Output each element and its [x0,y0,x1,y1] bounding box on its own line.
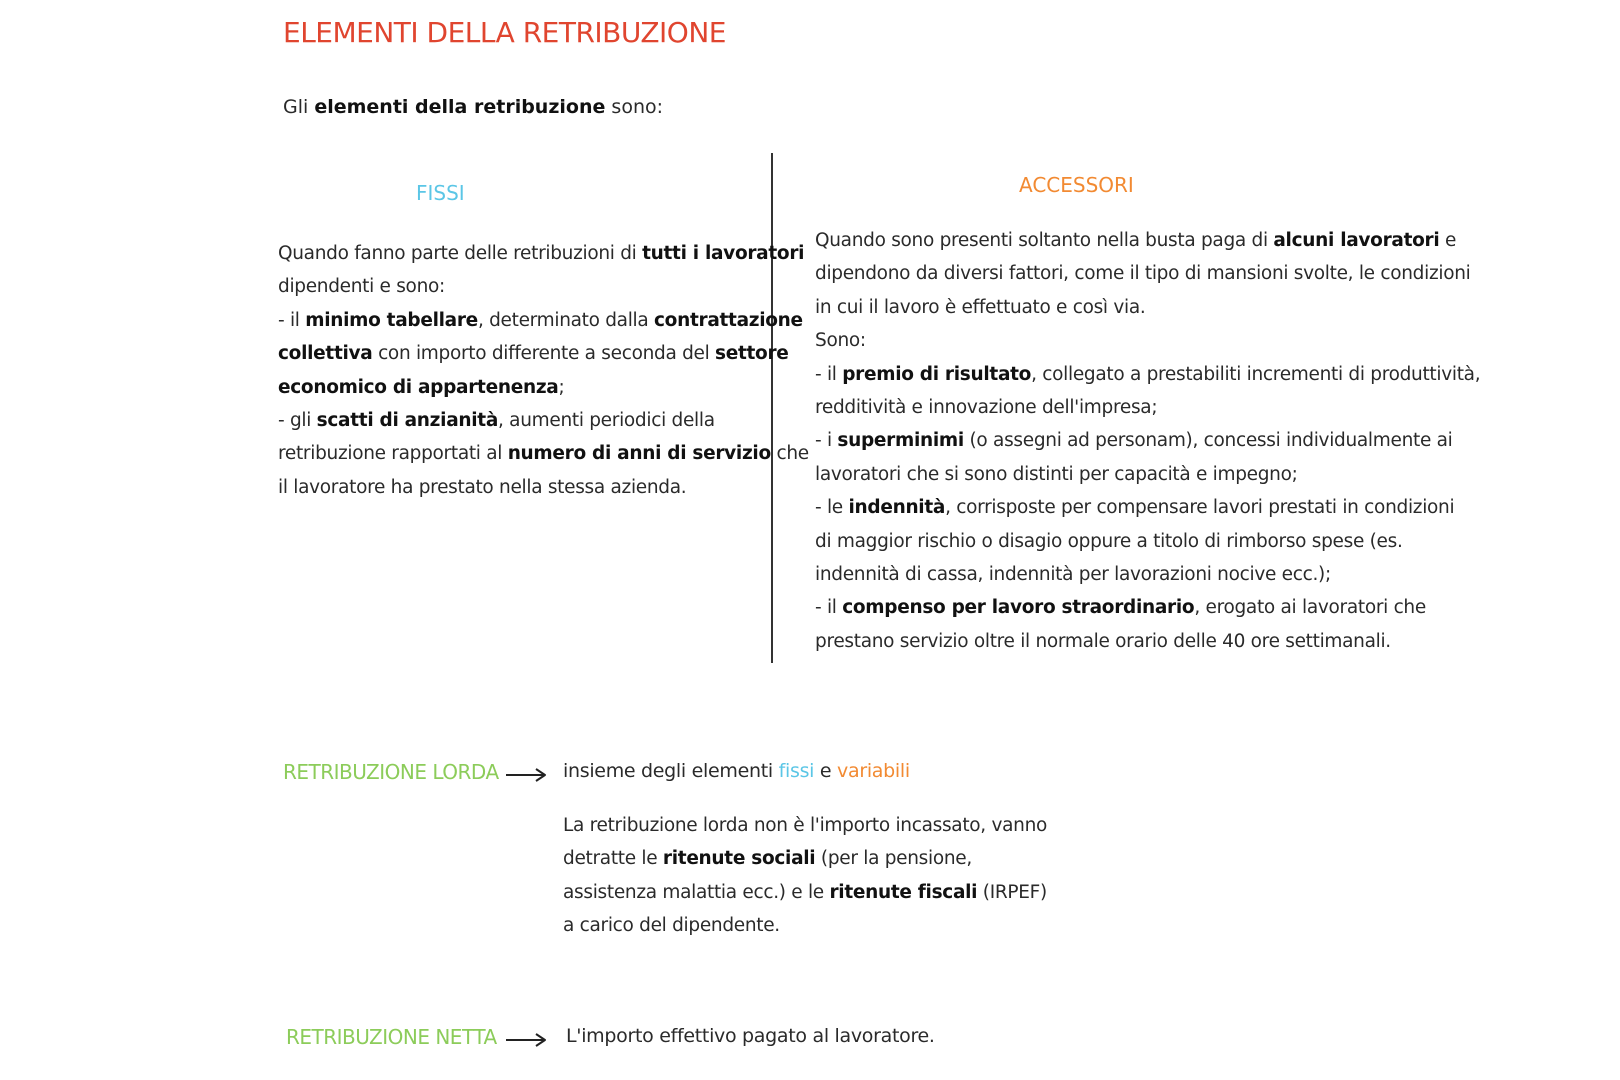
accessori-heading: ACCESSORI [1019,173,1134,197]
retribuzione-lorda-term: RETRIBUZIONE LORDA [283,760,499,784]
accessori-line: prestano servizio oltre il normale orario delle 40 ore settimanali. [815,630,1391,652]
accessori-line: - i superminimi (o assegni ad personam), concessi individualmente ai [815,430,1453,452]
retribuzione-lorda-definition: insieme degli elementi fissi e variabili [563,760,910,782]
accessori-line: - il premio di risultato, collegato a prestabiliti incrementi di produttività, [815,363,1481,385]
accessori-line: indennità di cassa, indennità per lavorazioni nocive ecc.); [815,564,1331,586]
arrow-right-icon [505,767,547,783]
retribuzione-netta-definition: L'importo effettivo pagato al lavoratore. [566,1025,935,1047]
fissi-line: dipendenti e sono: [278,276,445,298]
page-title: ELEMENTI DELLA RETRIBUZIONE [283,16,726,49]
accessori-line: - le indennità, corrisposte per compensare lavori prestati in condizioni [815,497,1455,519]
fissi-heading: FISSI [416,181,465,205]
accessori-line: dipendono da diversi fattori, come il tipo di mansioni svolte, le condizioni [815,263,1471,285]
accessori-line: redditività e innovazione dell'impresa; [815,397,1158,419]
note-line: La retribuzione lorda non è l'importo incassato, vanno [563,815,1048,836]
fissi-line: retribuzione rapportati al numero di anni di servizio che [278,443,809,465]
intro-text: Gli elementi della retribuzione sono: [283,96,664,118]
fissi-description [278,237,809,504]
accessori-line: Quando sono presenti soltanto nella busta paga di alcuni lavoratori e [815,230,1457,251]
retribuzione-lorda-note [563,809,1047,943]
fissi-line: economico di appartenenza; [278,376,565,398]
fissi-line: Quando fanno parte delle retribuzioni di tutti i lavoratori [278,243,805,264]
note-line: detratte le ritenute sociali (per la pensione, [563,848,972,870]
arrow-right-icon [505,1032,547,1048]
fissi-line: - il minimo tabellare, determinato dalla contrattazione [278,309,803,331]
accessori-line: - il compenso per lavoro straordinario, erogato ai lavoratori che [815,597,1426,619]
accessori-line: lavoratori che si sono distinti per capacità e impegno; [815,463,1298,485]
retribuzione-netta-term: RETRIBUZIONE NETTA [286,1025,497,1049]
fissi-line: il lavoratore ha prestato nella stessa azienda. [278,476,687,498]
accessori-line: in cui il lavoro è effettuato e così via. [815,296,1146,318]
accessori-line: Sono: [815,330,866,352]
note-line: assistenza malattia ecc.) e le ritenute fiscali (IRPEF) [563,881,1047,903]
fissi-line: collettiva con importo differente a seconda del settore [278,343,789,365]
note-line: a carico del dipendente. [563,915,780,937]
accessori-description [815,224,1480,658]
fissi-line: - gli scatti di anzianità, aumenti periodici della [278,410,715,432]
accessori-line: di maggior rischio o disagio oppure a titolo di rimborso spese (es. [815,530,1403,552]
